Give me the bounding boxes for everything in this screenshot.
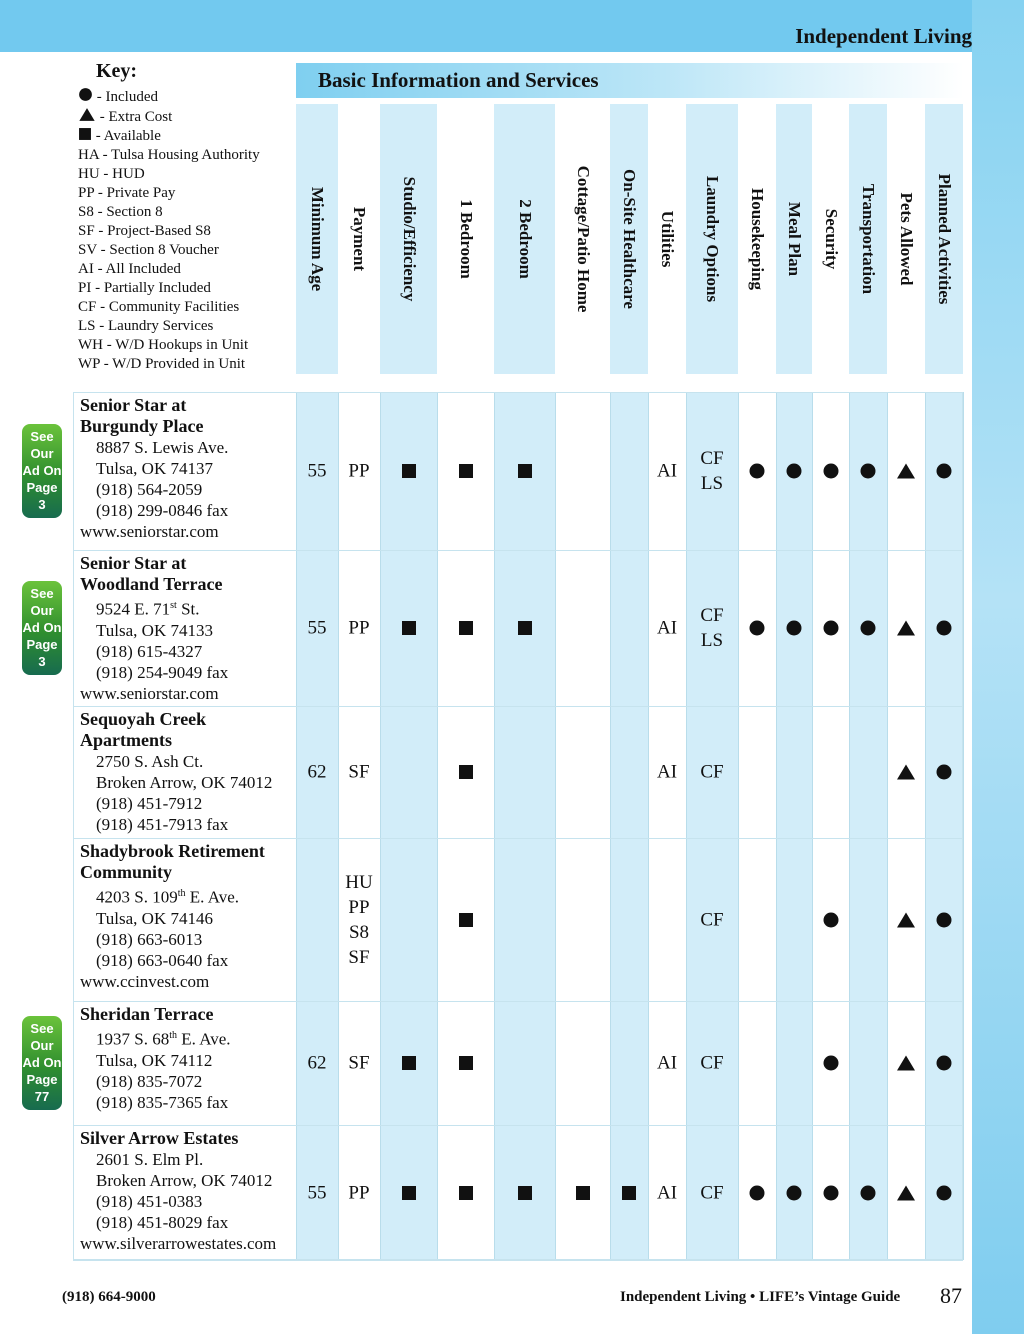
badge-line: See — [30, 1021, 54, 1036]
available-square-icon — [402, 464, 416, 478]
column-header — [887, 104, 925, 374]
included-dot-icon — [937, 1185, 952, 1200]
column-header-label: Meal Plan — [785, 201, 804, 277]
available-square-icon — [576, 1186, 590, 1200]
footer-section: Independent Living — [620, 1289, 747, 1305]
column-header — [648, 104, 686, 374]
key-list — [78, 87, 293, 374]
key-title: Key: — [96, 60, 138, 82]
service-value — [700, 1180, 723, 1205]
key-item — [78, 260, 293, 279]
key-item-label: AI - All Included — [78, 261, 181, 277]
facility-name: Sequoyah Creek — [80, 709, 207, 729]
available-square-icon — [459, 1056, 473, 1070]
included-dot-icon — [787, 464, 802, 479]
facility-address: 2601 S. Elm Pl. — [96, 1150, 204, 1169]
key-item-label: - Included — [93, 89, 158, 105]
facility-address: Tulsa, OK 74133 — [96, 620, 213, 640]
column-header-label: Minimum Age — [308, 186, 327, 292]
included-dot-icon — [823, 464, 838, 479]
ordinal-suffix: th — [177, 888, 186, 899]
banner-title: Basic Information and Services — [318, 68, 599, 92]
badge-line: Ad On — [22, 1055, 62, 1070]
extra-cost-triangle-icon — [897, 765, 915, 780]
facility-phone: (918) 451-7913 fax — [96, 815, 229, 834]
payment-value — [348, 760, 369, 785]
service-code: CF — [700, 761, 724, 783]
facility-name: Apartments — [80, 730, 172, 750]
payment-code: HU — [345, 871, 373, 893]
extra-cost-triangle-icon — [897, 912, 915, 927]
included-dot-icon — [937, 765, 952, 780]
included-dot-icon — [823, 1056, 838, 1071]
facility-name: Senior Star at — [80, 553, 187, 573]
included-dot-icon — [787, 621, 802, 636]
key-item-label: HA - Tulsa Housing Authority — [78, 147, 260, 163]
banner — [296, 63, 964, 98]
included-dot-icon — [823, 912, 838, 927]
badge-line: Page — [26, 637, 58, 652]
available-square-icon — [459, 464, 473, 478]
key-item — [78, 336, 293, 355]
minimum-age-value: 62 — [307, 1052, 327, 1074]
facility-address: Tulsa, OK 74112 — [96, 1050, 213, 1070]
service-code: LS — [700, 473, 724, 494]
facility-address: Tulsa, OK 74146 — [96, 908, 213, 928]
badge-line: 3 — [38, 497, 46, 512]
service-value — [657, 1180, 677, 1205]
included-dot-icon — [750, 1185, 765, 1200]
key-item — [78, 87, 293, 107]
key-item — [78, 107, 293, 127]
payment-code: PP — [348, 1182, 370, 1203]
footer-phone: (918) 664-9000 — [62, 1289, 156, 1305]
key-item-label: - Extra Cost — [96, 109, 173, 125]
key-item-label: WH - W/D Hookups in Unit — [78, 337, 249, 353]
column-header — [776, 104, 812, 374]
payment-value — [348, 1051, 369, 1076]
payment-code: SF — [348, 1052, 370, 1074]
payment-value — [348, 616, 369, 641]
included-dot-icon — [787, 1185, 802, 1200]
service-value — [657, 760, 677, 785]
column-header-label: 2 Bedroom — [515, 199, 535, 279]
service-value — [657, 1051, 677, 1076]
column-header-label: On-Site Healthcare — [620, 169, 639, 309]
payment-code: PP — [348, 460, 370, 482]
extra-cost-triangle-icon — [79, 108, 94, 121]
minimum-age-value: 62 — [307, 761, 327, 783]
key-item-label: CF - Community Facilities — [78, 299, 240, 315]
available-square-icon — [518, 1186, 532, 1200]
badge-line: See — [30, 429, 54, 444]
facility-name: Sheridan Terrace — [80, 1004, 214, 1024]
key-item — [78, 146, 293, 165]
service-code: LS — [700, 630, 724, 651]
key-item — [78, 317, 293, 336]
extra-cost-triangle-icon — [897, 621, 915, 636]
minimum-age-value: 55 — [307, 1182, 327, 1203]
included-dot-icon — [823, 1185, 838, 1200]
service-value — [700, 760, 723, 785]
payment-code: S8 — [348, 921, 370, 943]
badge-line: Our — [30, 446, 54, 461]
key-item-label: - Available — [92, 128, 161, 144]
key-item-label: HU - HUD — [78, 166, 145, 182]
badge-line: Page — [26, 480, 58, 495]
row-divider — [73, 1260, 963, 1261]
facility-address: 2750 S. Ash Ct. — [96, 752, 204, 771]
column-header-label: Housekeeping — [748, 187, 767, 291]
facility-name: Silver Arrow Estates — [80, 1128, 239, 1148]
available-square-icon — [518, 621, 532, 635]
footer-guide-name: LIFE’s Vintage Guide — [759, 1289, 901, 1305]
page-number: 87 — [940, 1283, 962, 1308]
included-dot-icon — [937, 912, 952, 927]
facility-website[interactable]: www.seniorstar.com — [80, 522, 219, 541]
footer-guide — [620, 1289, 900, 1306]
badge-line: Ad On — [22, 463, 62, 478]
facility-phone: (918) 615-4327 — [96, 641, 203, 661]
key-item — [78, 222, 293, 241]
key-item-label: S8 - Section 8 — [78, 204, 163, 220]
column-header-label: Planned Activities — [935, 173, 954, 305]
service-code: CF — [700, 909, 724, 930]
facility-phone: (918) 663-6013 — [96, 929, 203, 949]
badge-line: Our — [30, 603, 54, 618]
key-item-label: PI - Partially Included — [78, 280, 211, 296]
facility-address: 1937 S. 68th E. Ave. — [96, 1029, 231, 1049]
key-item — [78, 241, 293, 260]
facility-listing — [80, 709, 295, 835]
key-item — [78, 184, 293, 203]
facility-phone: (918) 835-7072 — [96, 1071, 203, 1091]
column-header-label: 1 Bedroom — [456, 199, 476, 279]
service-value — [700, 603, 723, 653]
payment-code: SF — [348, 761, 370, 783]
service-value — [700, 1051, 723, 1076]
available-square-icon — [402, 1186, 416, 1200]
facility-phone: (918) 451-0383 — [96, 1192, 203, 1211]
facility-name: Shadybrook Retirement — [80, 841, 265, 861]
facility-address: 4203 S. 109th E. Ave. — [96, 887, 240, 907]
side-band — [972, 0, 1024, 1334]
service-code: AI — [656, 1052, 678, 1074]
service-value — [700, 446, 723, 496]
key-item — [78, 279, 293, 298]
service-code: CF — [700, 448, 724, 469]
column-header-label: Security — [821, 208, 841, 270]
facility-website[interactable]: www.ccinvest.com — [80, 971, 210, 991]
ordinal-suffix: th — [169, 1030, 177, 1041]
facility-name: Burgundy Place — [80, 416, 204, 436]
available-square-icon — [402, 1056, 416, 1070]
column-header — [925, 104, 963, 374]
included-dot-icon — [750, 621, 765, 636]
key-legend — [78, 62, 293, 374]
minimum-age-value: 55 — [307, 460, 327, 482]
included-dot-icon — [937, 621, 952, 636]
column-header — [338, 104, 380, 374]
service-code: AI — [656, 617, 678, 639]
column-divider — [963, 392, 964, 1260]
included-dot-icon — [861, 464, 876, 479]
included-dot-icon — [750, 464, 765, 479]
column-header — [296, 104, 338, 374]
facility-address: Broken Arrow, OK 74012 — [96, 1171, 273, 1190]
badge-line: Page — [26, 1072, 58, 1087]
column-header — [380, 104, 437, 374]
column-header-label: Utilities — [658, 210, 677, 268]
facility-phone: (918) 564-2059 — [96, 480, 203, 499]
badge-line: 3 — [38, 654, 46, 669]
facility-listing — [80, 841, 295, 992]
service-code: AI — [656, 761, 678, 783]
facility-phone: (918) 451-8029 fax — [96, 1213, 229, 1232]
key-item-label: WP - W/D Provided in Unit — [78, 356, 246, 372]
key-item-label: PP - Private Pay — [78, 185, 176, 201]
minimum-age-value: 55 — [307, 617, 327, 639]
column-header — [610, 104, 648, 374]
key-item — [78, 203, 293, 222]
service-value — [657, 616, 677, 641]
column-header — [849, 104, 887, 374]
key-item-label: LS - Laundry Services — [78, 318, 214, 334]
see-ad-badge[interactable] — [22, 424, 62, 518]
facility-listing — [80, 553, 295, 704]
available-square-icon — [518, 464, 532, 478]
key-item — [78, 165, 293, 184]
payment-value — [348, 459, 369, 484]
column-header — [686, 104, 738, 374]
badge-line: Our — [30, 1038, 54, 1053]
service-value — [700, 907, 723, 932]
facility-listing — [80, 1004, 295, 1113]
facility-phone: (918) 254-9049 fax — [96, 662, 229, 682]
column-header — [555, 104, 610, 374]
key-item — [78, 127, 293, 146]
facility-address: Tulsa, OK 74137 — [96, 459, 213, 478]
column-header-label: Payment — [350, 206, 369, 272]
payment-code: SF — [348, 946, 370, 968]
available-square-icon — [79, 128, 91, 140]
column-header — [437, 104, 494, 374]
service-code: AI — [656, 460, 678, 482]
included-dot-icon — [79, 88, 92, 101]
facility-address: 8887 S. Lewis Ave. — [96, 438, 229, 457]
column-header-label: Laundry Options — [703, 175, 722, 303]
key-item-label: SF - Project-Based S8 — [78, 223, 211, 239]
facility-address: 9524 E. 71st St. — [96, 599, 200, 619]
column-header-label: Transportation — [859, 183, 878, 295]
badge-line: Ad On — [22, 620, 62, 635]
service-code: AI — [656, 1182, 678, 1203]
included-dot-icon — [937, 464, 952, 479]
included-dot-icon — [861, 621, 876, 636]
service-code: CF — [700, 1182, 724, 1203]
facility-listing — [80, 1128, 295, 1254]
column-header — [738, 104, 776, 374]
included-dot-icon — [937, 1056, 952, 1071]
column-header — [812, 104, 849, 374]
column-header-label: Pets Allowed — [897, 192, 916, 286]
facility-name: Senior Star at — [80, 395, 187, 415]
available-square-icon — [459, 621, 473, 635]
payment-code: PP — [348, 617, 370, 639]
column-header-label: Cottage/Patio Home — [573, 165, 593, 313]
footer-separator: • — [746, 1289, 760, 1305]
available-square-icon — [459, 913, 473, 927]
column-header-label: Studio/Efficiency — [399, 176, 419, 302]
facility-website[interactable]: www.seniorstar.com — [80, 683, 219, 703]
facility-phone: (918) 299-0846 fax — [96, 501, 229, 520]
facility-phone: (918) 451-7912 — [96, 794, 203, 813]
service-value — [657, 459, 677, 484]
see-ad-badge[interactable] — [22, 581, 62, 675]
extra-cost-triangle-icon — [897, 1185, 915, 1200]
service-code: CF — [700, 605, 724, 626]
column-header — [494, 104, 555, 374]
available-square-icon — [622, 1186, 636, 1200]
available-square-icon — [459, 765, 473, 779]
facility-name: Community — [80, 862, 173, 882]
see-ad-badge[interactable] — [22, 1016, 62, 1110]
facility-website[interactable]: www.silverarrowestates.com — [80, 1234, 277, 1253]
key-item-label: SV - Section 8 Voucher — [78, 242, 219, 258]
payment-value — [348, 1180, 369, 1205]
payment-value — [345, 870, 372, 970]
key-item — [78, 298, 293, 317]
badge-line: 77 — [34, 1089, 50, 1104]
included-dot-icon — [861, 1185, 876, 1200]
facility-address: Broken Arrow, OK 74012 — [96, 773, 273, 792]
ordinal-suffix: st — [170, 600, 177, 611]
key-item — [78, 355, 293, 374]
available-square-icon — [459, 1186, 473, 1200]
payment-code: PP — [348, 896, 370, 918]
included-dot-icon — [823, 621, 838, 636]
section-title: Independent Living — [795, 24, 972, 48]
available-square-icon — [402, 621, 416, 635]
facility-listing — [80, 395, 295, 542]
facility-phone: (918) 663-0640 fax — [96, 950, 229, 970]
facility-name: Woodland Terrace — [80, 574, 223, 594]
extra-cost-triangle-icon — [897, 464, 915, 479]
facility-phone: (918) 835-7365 fax — [96, 1092, 229, 1112]
badge-line: See — [30, 586, 54, 601]
service-code: CF — [700, 1052, 724, 1074]
extra-cost-triangle-icon — [897, 1056, 915, 1071]
